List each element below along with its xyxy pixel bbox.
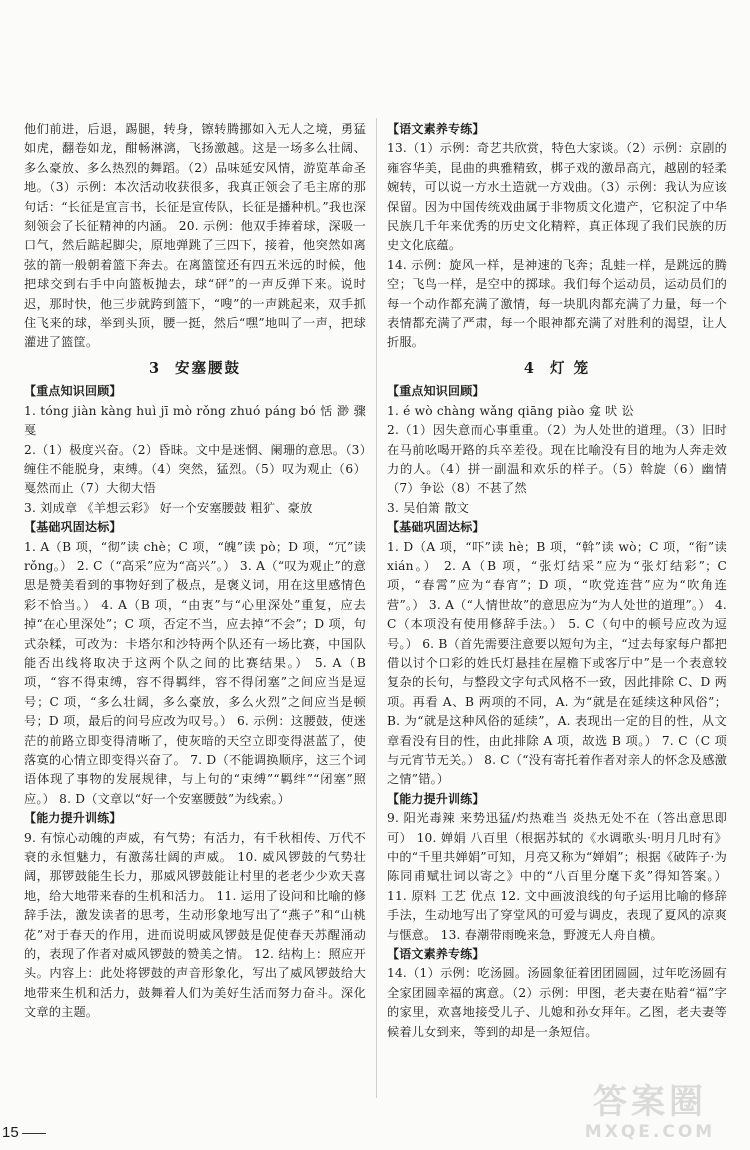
answer-paragraph: 1. A（B 项，“彻”读 chè；C 项，“魄”读 pò；D 项，“冗”读 rǒng。） 2. C（“高采”应为“高兴”。） 3. A（“叹为观止”的意思是赞美看到的事物好到了极点，是褒义词，用在这里感情色彩不恰当。） 4. A（B 项，“由衷”与“心里深处”重复，应去掉“在心里深处”；C 项，否定不当，应去掉“不会”；D 项，句式杂糅，可改为：卡塔尔和沙特两个队还有一场比赛，中国队能否出线将取决于这两个队之间的比赛结果。） 5. A（B 项，“容不得束缚，容不得羁绊，容不得闭塞”之间应当是逗号；C 项，“多么壮阔，多么豪放，多么火烈”之间应当是顿号；D 项，最后的问号应改为叹号。） 6. 示例：这腰鼓，使迷茫的前路立即变得清晰了，使灰暗的天空立即变得湛蓝了，使落寞的心情立即变得兴奋了。 7. D（不能调换顺序，这三个词语体现了事物的发展规律，与上句的“束缚”“羁绊”“闭塞”照应。） 8. D（文章以“好一个安塞腰鼓”为线索。） [24,539,366,806]
section-4-title [387,359,727,378]
page-number: 15 [2,1124,19,1141]
section-name: 灯 笼 [550,359,591,377]
basic-heading: 【基础巩固达标】 [24,520,122,535]
answer-paragraph: 9. 阳光毒辣 来势迅猛/灼热难当 炎热无处不在（答出意思即可） 10. 婵娟 八百里（根据苏轼的《水调歌头·明月几时有》中的“千里共婵娟”可知，月亮又称为“婵娟”；根据《破阵子·为陈同甫赋壮词以寄之》中的“八百里分麾下炙”得知答案。） 11. 原料 工艺 优点 12. 文中画波浪线的句子运用比喻的修辞手法，生动地写出了穿堂风的可爱与调皮，表现了夏风的凉爽与惬意。 13. 春潮带雨晚来急，野渡无人舟自横。 [387,811,727,942]
column-divider [376,118,377,1098]
ability-heading: 【能力提升训练】 [24,811,122,826]
answer-paragraph: 14. 示例：旋风一样，是神速的飞奔；乱蛙一样，是跳远的腾空；飞鸟一样，是空中的掷球。我们每个运动员，运动员们的每一个动作都充满了激情，每一块肌肉都充满了力量，每一个表情都充满了严肃，每一个眼神都充满了对胜利的渴望，让人折服。 [387,257,727,350]
answer-paragraph: 3. 吴伯箫 散文 [387,500,470,515]
continued-answer-text: 他们前进，后退，踢腿，转身，镲转腾挪如入无人之境，勇猛如虎，翻卷如龙，酣畅淋漓，飞扬激越。这是一场多么壮阔、多么豪放、多么热烈的舞蹈。（2）品味延安风情，游览革命圣地。（3）示例：本次活动收获很多，我真正领会了毛主席的那句话：“长征是宣言书，长征是宣传队，长征是播种机。”我也深刻领会了长征精神的内涵。 20. 示例：他双手捧着球，深吸一口气，然后踮起脚尖，原地弹跳了三四下，接着，他突然如离弦的箭一般朝着篮下奔去。在离篮筐还有四五米远的时候，他把球交到右手中向篮板抛去，球“砰”的一声反弹下来。说时迟，那时快，他三步就跨到篮下，“嗖”的一声跳起来，双手抓住飞来的球，举到头顶，腰一挺，然后“嘿”地叫了一声，把球灌进了篮筐。 [24,122,366,350]
answer-paragraph: 9. 有惊心动魄的声威，有气势；有活力，有千秋相传、万代不衰的永恒魅力，有激荡壮阔的声威。 10. 威风锣鼓的气势壮阔，那锣鼓能生长力，那威风锣鼓能让村里的老老少少欢天喜地，给大地带来春的生机和活力。 11. 运用了设问和比喻的修辞手法，激发读者的思考，生动形象地写出了“燕子”和“山桃花”对于春天的作用，进而说明威风锣鼓是促使春天苏醒涌动的，表现了作者对威风锣鼓的赞美之情。 12. 结构上：照应开头。内容上：此处将锣鼓的声音形象化，写出了威风锣鼓给大地带来生机和活力，鼓舞着人们为美好生活而努力奋斗。深化文章的主题。 [24,830,366,1020]
ability-heading: 【能力提升训练】 [387,791,485,806]
watermark-site-text: MXQE.COM [584,1122,716,1142]
basic-heading: 【基础巩固达标】 [387,520,485,535]
answer-paragraph: 1. é wò chàng wǎng qiāng piào 龛 吠 讼 [387,403,634,418]
page-number-rule [22,1133,46,1134]
answer-paragraph: 13.（1）示例：奇艺共欣赏，特色大家谈。（2）示例：京剧的雍容华美，昆曲的典雅精致，梆子戏的激昂高亢，越剧的轻柔婉转，可以说一方水土造就一方戏曲。（3）示例：我认为应该保留。因为中国传统戏曲属于非物质文化遗产，它积淀了中华民族几千年来优秀的历史文化精粹，真正体现了我们民族的历史文化底蕴。 [387,141,727,253]
watermark-logo [556,1082,744,1150]
answer-paragraph: 14.（1）示例：吃汤圆。汤圆象征着团团圆圆，过年吃汤圆有全家团圆幸福的寓意。（2）示例：甲图，老夫妻在贴着“福”字的家里，欢喜地接受儿子、儿媳和孙女拜年。乙图，老夫妻等候着儿女到来，等到的却是一条短信。 [387,966,727,1039]
section-name: 安塞腰鼓 [175,359,242,377]
section-3-title [24,359,366,378]
watermark-main-text: 答案圈 [593,1082,707,1122]
review-heading: 【重点知识回顾】 [24,384,122,399]
answer-paragraph: 1. tóng jiàn kàng huì jī mò rǒng zhuó páng bó 恬 渺 骤 戛 [24,403,366,438]
section-number: 3 [148,359,162,377]
section-number: 4 [523,359,537,377]
answer-paragraph: 3. 刘成章 《羊想云彩》 好一个安塞腰鼓 粗犷、豪放 [24,500,313,515]
literacy-heading: 【语文素养专练】 [387,122,485,136]
review-heading: 【重点知识回顾】 [387,384,485,399]
answer-paragraph: 2.（1）极度兴奋。（2）昏昧。文中是迷惘、阑珊的意思。（3）缠住不能脱身，束缚。（4）突然，猛烈。（5）叹为观止（6）戛然而止（7）大彻大悟 [24,442,366,496]
answer-paragraph: 2.（1）因失意而心事重重。（2）为人处世的道理。（3）旧时在马前吆喝开路的兵卒差役。现在比喻没有目的地为人奔走效力的人。（4）拼一副温和欢乐的样子。（5）斡旋（6）幽情（7）争讼（8）不甚了然 [387,423,727,496]
right-column [387,120,727,1042]
left-column [24,120,366,1023]
answer-paragraph: 1. D（A 项，“吓”读 hè；B 项，“斡”读 wò；C 项，“衔”读 xián。） 2. A（B 项，“张灯结采”应为“张灯结彩”；C 项，“春霄”应为“春宵”；D 项，“吹党连营”应为“吹角连营”。） 3. A（“人情世故”的意思应为“为人处世的道理”。） 4. C（本项没有使用修辞手法。） 5. C（句中的顿号应改为逗号。） 6. B（首先需要注意要以短句为主，“过去每家每户都把借以讨个口彩的姓氏灯悬挂在屋檐下或客厅中”是一个表意较复杂的长句，与整段文字句式风格不一致，因此排除 C、D 两项。再看 A、B 两项的不同，A. 为“就是在延续这种风俗”；B. 为“就是这种风俗的延续”，A. 表现出一定的目的性，从文章看没有目的性，由此排除 A 项，故选 B 项。） 7. C（C 项与元宵节无关。） 8. C（“没有寄托着作者对亲人的怀念及感激之情”错。） [387,539,727,787]
literacy-heading: 【语文素养专练】 [387,947,485,962]
